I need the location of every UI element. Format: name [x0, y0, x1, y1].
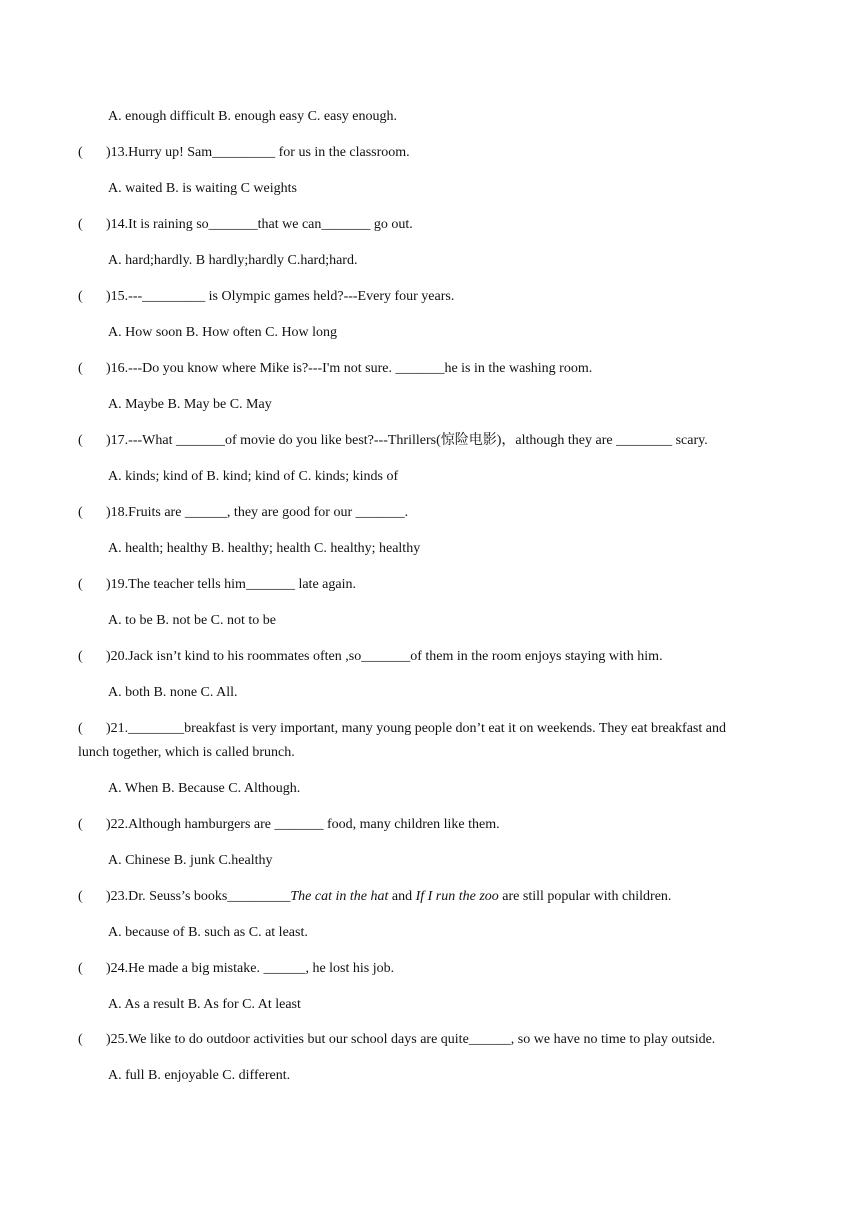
answer-paren: (: [78, 961, 83, 976]
options-13: A. waited B. is waiting C weights: [108, 181, 297, 196]
options-12: A. enough difficult B. enough easy C. easy enough.: [108, 109, 398, 124]
question-16: [78, 360, 592, 378]
question-text-start: )23.Dr. Seuss’s books_________: [106, 889, 291, 904]
options-22: A. Chinese B. junk C.healthy: [108, 853, 273, 868]
answer-paren: (: [78, 217, 83, 232]
question-21-continued: lunch together, which is called brunch.: [78, 745, 295, 760]
answer-paren: (: [78, 1032, 83, 1047]
question-text-mid: and: [388, 889, 416, 904]
answer-paren: (: [78, 577, 83, 592]
answer-paren: (: [78, 505, 83, 520]
question-text: )14.It is raining so_______that we can_______ go out.: [106, 217, 413, 232]
question-text-end: are still popular with children.: [498, 889, 672, 904]
question-25: [78, 1031, 715, 1049]
question-text: )13.Hurry up! Sam_________ for us in the classroom.: [106, 145, 410, 160]
answer-paren: (: [78, 817, 83, 832]
options-25: A. full B. enjoyable C. different.: [108, 1068, 291, 1083]
question-text: )25.We like to do outdoor activities but our school days are quite______, so we have no time to play outside.: [106, 1032, 716, 1047]
options-20: A. both B. none C. All.: [108, 685, 238, 700]
question-text: )16.---Do you know where Mike is?---I'm not sure. _______he is in the washing room.: [106, 361, 593, 376]
question-23: [78, 888, 671, 906]
options-18: A. health; healthy B. healthy; health C. healthy; healthy: [108, 541, 421, 556]
options-14: A. hard;hardly. B hardly;hardly C.hard;hard.: [108, 253, 358, 268]
question-18: [78, 504, 408, 522]
options-24: A. As a result B. As for C. At least: [108, 997, 301, 1012]
question-text: )20.Jack isn’t kind to his roommates often ,so_______of them in the room enjoys staying with him.: [106, 649, 663, 664]
options-21: A. When B. Because C. Although.: [108, 781, 301, 796]
question-24: [78, 960, 394, 978]
answer-paren: (: [78, 889, 83, 904]
answer-paren: (: [78, 433, 83, 448]
question-20: [78, 648, 663, 666]
question-text: )18.Fruits are ______, they are good for our _______.: [106, 505, 409, 520]
question-text: )21.________breakfast is very important, many young people don’t eat it on weekends. They eat breakfast and: [106, 721, 726, 736]
question-13: [78, 144, 410, 162]
question-text: )17.---What _______of movie do you like best?---Thrillers(惊险电影)，although they are ________ scary.: [106, 433, 708, 448]
question-text: )24.He made a big mistake. ______, he lost his job.: [106, 961, 395, 976]
question-text: )19.The teacher tells him_______ late again.: [106, 577, 356, 592]
question-22: [78, 816, 500, 834]
options-19: A. to be B. not be C. not to be: [108, 613, 276, 628]
answer-paren: (: [78, 289, 83, 304]
options-23: A. because of B. such as C. at least.: [108, 925, 308, 940]
question-19: [78, 576, 356, 594]
book-title-1: The cat in the hat: [290, 889, 389, 904]
options-15: A. How soon B. How often C. How long: [108, 325, 338, 340]
answer-paren: (: [78, 361, 83, 376]
question-15: [78, 288, 454, 306]
question-text: )15.---_________ is Olympic games held?---Every four years.: [106, 289, 455, 304]
options-16: A. Maybe B. May be C. May: [108, 397, 272, 412]
question-14: [78, 216, 413, 234]
question-17: [78, 432, 708, 450]
question-text: )22.Although hamburgers are _______ food, many children like them.: [106, 817, 500, 832]
answer-paren: (: [78, 145, 83, 160]
question-21: [78, 720, 726, 738]
options-17: A. kinds; kind of B. kind; kind of C. kinds; kinds of: [108, 469, 399, 484]
answer-paren: (: [78, 721, 83, 736]
answer-paren: (: [78, 649, 83, 664]
book-title-2: If I run the zoo: [415, 889, 499, 904]
